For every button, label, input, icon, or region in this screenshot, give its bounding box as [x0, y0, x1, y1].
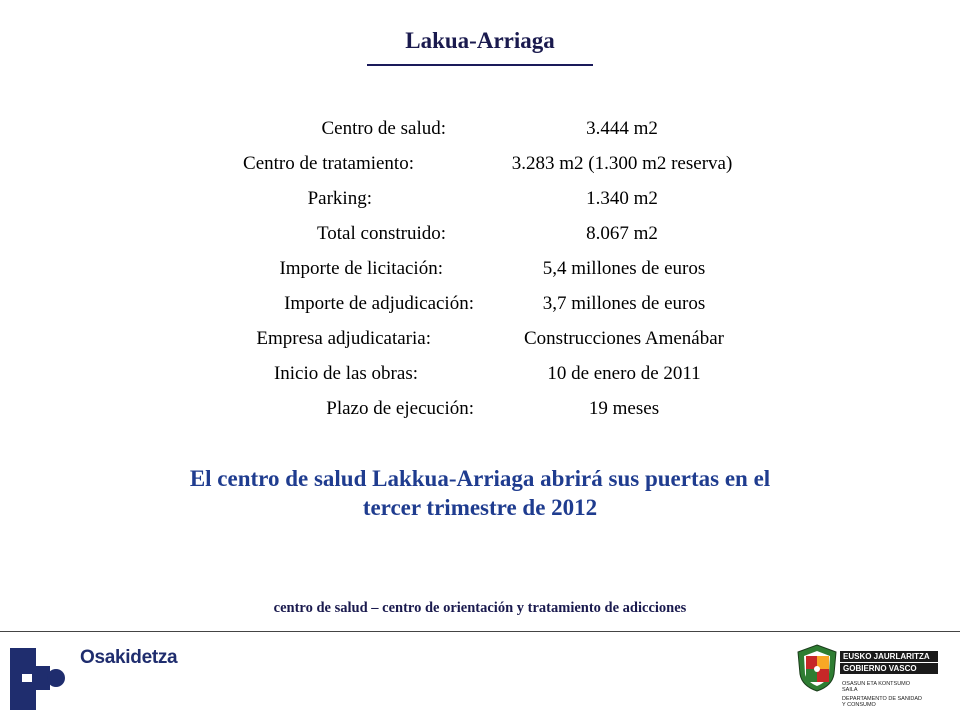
gov-name-spanish: GOBIERNO VASCO: [840, 663, 938, 674]
title-underline: [367, 64, 593, 66]
detail-row: [0, 398, 960, 428]
detail-label: Centro de tratamiento:: [243, 153, 414, 174]
gov-name-basque: EUSKO JAURLARITZA: [840, 651, 938, 662]
dept-basque-line: SAILA: [842, 687, 858, 693]
dept-basque-line: OSASUN ETA KONTSUMO: [842, 681, 911, 687]
osakidetza-cross-logo-icon: [8, 646, 70, 712]
detail-value: 8.067 m2: [586, 223, 658, 244]
detail-row: [0, 363, 960, 393]
detail-label: Empresa adjudicataria:: [256, 328, 431, 349]
detail-row: [0, 153, 960, 183]
detail-value: 19 meses: [588, 398, 660, 419]
footer-divider: [0, 631, 960, 632]
detail-row: [0, 258, 960, 288]
detail-row: [0, 223, 960, 253]
announcement-line: tercer trimestre de 2012: [362, 495, 598, 520]
announcement-line: El centro de salud Lakkua-Arriaga abrirá sus puertas en el: [189, 466, 771, 491]
detail-row: [0, 188, 960, 218]
detail-value: 3.444 m2: [586, 118, 658, 139]
detail-row: [0, 328, 960, 358]
footer-subtitle: centro de salud – centro de orientación y tratamiento de adicciones: [273, 600, 687, 616]
detail-value: Construcciones Amenábar: [524, 328, 724, 349]
detail-label: Total construido:: [316, 223, 446, 244]
detail-label: Importe de adjudicación:: [284, 293, 474, 314]
detail-value: 10 de enero de 2011: [547, 363, 701, 384]
detail-value: 1.340 m2: [586, 188, 658, 209]
dept-spanish-line: Y CONSUMO: [842, 702, 876, 708]
basque-government-crest-icon: [796, 644, 838, 692]
dept-spanish-line: DEPARTAMENTO DE SANIDAD: [842, 696, 922, 702]
detail-value: 3,7 millones de euros: [542, 293, 706, 314]
detail-row: [0, 293, 960, 323]
detail-value: 3.283 m2 (1.300 m2 reserva): [511, 153, 733, 174]
page-title: Lakua-Arriaga: [405, 28, 555, 53]
detail-label: Importe de licitación:: [279, 258, 443, 279]
detail-value: 5,4 millones de euros: [542, 258, 706, 279]
detail-label: Parking:: [307, 188, 372, 209]
opening-announcement: [90, 464, 870, 522]
detail-label: Plazo de ejecución:: [326, 398, 474, 419]
osakidetza-wordmark: Osakidetza: [80, 647, 178, 668]
detail-label: Inicio de las obras:: [273, 363, 418, 384]
detail-row: [0, 118, 960, 148]
detail-label: Centro de salud:: [321, 118, 446, 139]
